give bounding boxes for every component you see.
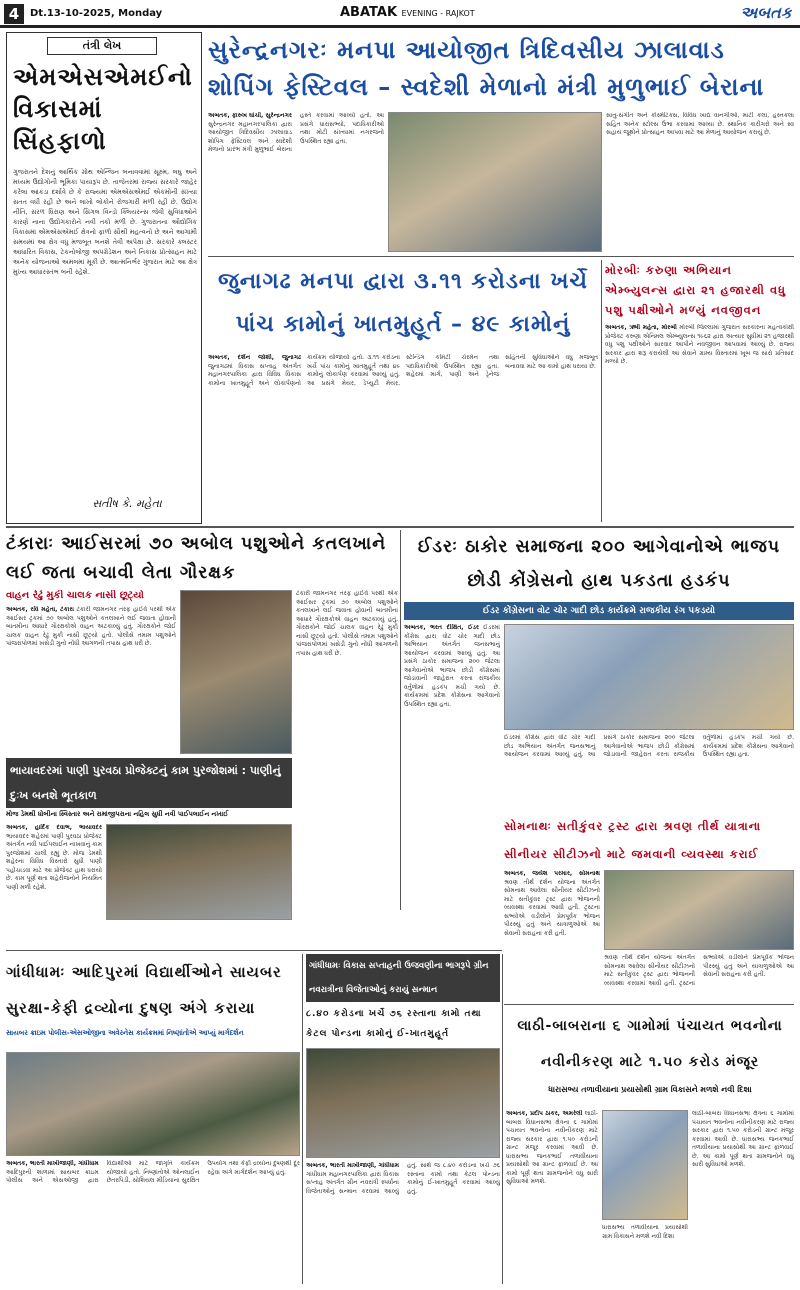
- bhayavadar-body: [6, 824, 102, 944]
- masthead-main: ABATAK: [340, 5, 398, 20]
- bhayavadar-photo: [106, 824, 292, 920]
- tankara-body: [6, 606, 176, 754]
- gandhidham-cyber-body: [6, 1160, 300, 1284]
- somnath-byline: અબતક, જયેશ પરમાર, સોમનાથ: [504, 870, 600, 877]
- gandhidham-navratri-headline: ગાંધીધામઃ વિકાસ સપ્તાહની ઉજવણીના ભાગરૂપે ગ્રીન નવરાત્રીના વિજેતાઓનું કરાયું સન્માન: [306, 954, 500, 1002]
- lathi-text: લાઠી-બાબરા વિધાનસભા ક્ષેત્રના ૬ ગામોમાં પંચાયત ભવનોના નવીનીકરણ માટે રાજ્ય સરકાર દ્વારા ૧.૫૦ કરોડની ગ્રાન્ટ મંજૂર કરવામાં આવી છે. ધારાસભ્ય જનકભાઈ તળાવીયાના પ્રયાસોથી આ ગ્રાન્ટ ફાળવાઈ છે. આ કામો પૂર્ણ થતા ગ્રામજનોને વધુ સારી સુવિધાઓ મળશે.: [506, 1110, 598, 1185]
- idar-photo: [504, 624, 794, 730]
- surendranagar-body-left: [208, 112, 384, 252]
- bhayavadar-byline: અબતક, હાર્દિક દવાભ, ભાયાવદર: [6, 824, 102, 831]
- gandhidham-navratri-subhead: ૮.૪૦ કરોડના ખર્ચે ૭૬ રસ્તાના કામો તથા કેટલ પોન્ડના કામોનું ઈ-ખાતમુહૂર્ત: [306, 1009, 482, 1039]
- lathi-portrait: [602, 1110, 688, 1220]
- bhayavadar-text: ભાયાવદર શહેરમાં પાણી પુરવઠા પ્રોજેક્ટ અંતર્ગત નવી પાઈપલાઈન નાખવાનું કામ પુરજોશમાં ચાલી રહ્યું છે. મોજ ડેમથી શહેરના વિવિધ વિસ્તારો સુધી પાણી પહોંચાડવા માટે આ પ્રોજેક્ટ હાથ ધરાયો છે. કામ પૂર્ણ થતા શહેરીજનોને નિયમિત પાણી મળી રહેશે.: [6, 832, 102, 891]
- surendranagar-headline: સુરેન્દ્રનગરઃ મનપા આયોજીત ત્રિદિવસીય ઝાલાવાડ શોપિંગ ફેસ્ટિવલ – સ્વદેશી મેળાનો મંત્રી મુળુભાઈ બેરાના: [208, 36, 765, 101]
- morbi-text: મોરબી જિલ્લામાં ગુજરાત સરકારના મહત્વકાંક્ષી પ્રોજેક્ટ કરુણા એનિમલ એમ્બ્યુલન્સ ૧૯૬૨ દ્વારા અત્યાર સુધીમાં ૨૧ હજારથી વધુ પશુ પક્ષીઓને સારવાર આપીને નવજીવન આપવામાં આવ્યું છે. રાજ્ય સરકાર દ્વારા શરૂ કરાયેલી આ સેવાને ગ્રામ્ય વિસ્તારમાં ખૂબ જ સારો પ્રતિસાદ મળ્યો છે.: [605, 324, 794, 365]
- masthead: [340, 5, 475, 20]
- gandhidham-cyber-text: આદિપુરની શાળામાં સાયબર ક્રાઇમ પોલીસ અને એસઓજી દ્વારા વિદ્યાર્થીઓ માટે જાગૃતિ કાર્યક્રમ યોજાયો હતો. નિષ્ણાંતોએ ઓનલાઈન છેતરપિંડી, સોશિયલ મીડિયાના સુરક્ષિત ઉપયોગ તથા કેફી દ્રવ્યોના દુષણથી દૂર રહેવા અંગે માર્ગદર્શન આપ્યું હતું.: [6, 1160, 300, 1184]
- morbi-headline: મોરબીઃ કરુણા અભિયાન એમ્બ્યુલન્સ દ્વારા ૨૧ હજારથી વધુ પશુ પક્ષીઓને મળ્યું નવજીવન: [605, 263, 787, 317]
- gandhidham-navratri-text: ગાંધીધામ મહાનગરપાલિકા દ્વારા વિકાસ સપ્તાહ અંતર્ગત ગ્રીન નવરાત્રી સ્પર્ધાના વિજેતાઓનું સન્માન કરવામાં આવ્યું હતું. સાથે જ ૮.૪૦ કરોડના ખર્ચે ૭૬ રસ્તાના કામો તથા કેટલ પોન્ડના કામોનું ઈ-ખાતમુહૂર્ત કરવામાં આવ્યું હતું.: [306, 1162, 500, 1195]
- tankara-headline: ટંકારાઃ આઈસરમાં ૭૦ અબોલ પશુઓને કતલખાને લઈ જતા બચાવી લેતા ગૌરક્ષક: [6, 534, 387, 583]
- tankara-body-2: ટંકારી જામનગર તરફ હાઈવે પરથી એક આઈસર ટ્રકમાં ૭૦ અબોલ પશુઓને કતલખાને લઈ જવાતા હોવાની બાતમીના આધારે ગૌરક્ષકોએ વાહન અટકાવ્યું હતું. ગૌરક્ષકોને જોઈ ચાલક વાહન રેઢું મુકી નાસી છૂટ્યો હતો. પોલીસે તમામ પશુઓને પાંજરાપોળમાં ખસેડી ગુનો નોંધી આગળની તપાસ હાથ ધરી છે.: [296, 590, 398, 657]
- lathi-byline: અબતક, પ્રદીપ ઠાકર, અમરેલી: [506, 1110, 583, 1117]
- gandhidham-cyber-byline: અબતક, ભારતી માખીજાણી, ગાંધીધામ: [6, 1160, 99, 1167]
- lathi-subhead: ધારાસભ્ય તળાવીયાના પ્રયાસોથી ગ્રામ વિકાસને મળશે નવી દિશા: [548, 1085, 752, 1094]
- gandhidham-navratri-byline: અબતક, ભારતી માખીજાણી, ગાંધીધામ: [306, 1162, 399, 1169]
- junagadh-byline: અબતક, દર્શન જોશી, જુનાગઢ: [208, 354, 301, 361]
- date-line: Dt.13-10-2025, Monday: [30, 8, 163, 19]
- morbi-body: [605, 324, 794, 522]
- bhayavadar-subhead: મોજ ડેમથી ધોબીના સ્વિસ્તાર અને રામાંજીપરાના નહિલ સુધી નવી પાઈપલાઈન નખાઈ: [6, 810, 229, 818]
- bhayavadar-headline: ભાયાવદરમાં પાણી પુરવઠા પ્રોજેક્ટનું કામ પુરજોશમાં : પાણીનું દુઃખ બનશે ભૂતકાળ: [6, 758, 292, 808]
- morbi-byline: અબતક, ઋષી મહેતા, મોરબી: [605, 324, 677, 331]
- editorial-title: એમએસએમઈનો વિકાસમાં સિંહફાળો: [13, 63, 193, 155]
- surendranagar-byline: અબતક, ફારુખ ઘાંચી, સુરેન્દ્રનગર: [208, 112, 292, 119]
- editorial-body: ગુજરાતને દેશનું આર્થિક ગ્રોથ એન્જિન બનાવવામાં સૂક્ષ્મ, લઘુ અને મધ્યમ ઉદ્યોગોની ભૂમિકા પાયારૂપ છે. તાજેતરમાં રાજ્ય સરકારે જાહેર કરેલા આંકડા દર્શાવે છે કે રાજ્યમાં એમએસએમઈ એકમોની સંખ્યા સતત વધી રહી છે અને લાખો લોકોને રોજગારી મળી રહી છે. ઉદ્યોગ નીતિ, સરળ ધિરાણ અને સિંગલ વિન્ડો ક્લિયરન્સ જેવી સુવિધાઓને કારણે નાના ઉદ્યોગકારોને નવી તકો મળી છે. ગુજરાતના ઔદ્યોગિક વિકાસમાં એમએસએમઈ ક્ષેત્રનો ફાળો સૌથી મહત્વનો છે અને આગામી સમયમાં આ ક્ષેત્ર વધુ મજબૂત બનશે તેવી અપેક્ષા છે. સરકારે ક્લસ્ટર આધારિત વિકાસ, ટેકનોલોજી અપગ્રેડેશન અને નિકાસ પ્રોત્સાહન માટે અનેક યોજનાઓ અમલમાં મૂકી છે. આત્મનિર્ભર ગુજરાત માટે આ ક્ષેત્ર મુખ્ય આધારસ્તંભ બની રહેશે.: [13, 168, 197, 276]
- page-number: 4: [4, 4, 24, 24]
- lathi-body: [506, 1110, 598, 1284]
- tankara-text: ટંકારી જામનગર તરફ હાઈવે પરથી એક આઈસર ટ્રકમાં ૭૦ અબોલ પશુઓને કતલખાને લઈ જવાતા હોવાની બાતમીના આધારે ગૌરક્ષકોએ વાહન અટકાવ્યું હતું. ગૌરક્ષકોને જોઈ ચાલક વાહન રેઢું મુકી નાસી છૂટ્યો હતો. પોલીસે તમામ પશુઓને પાંજરાપોળમાં ખસેડી ગુનો નોંધી આગળની તપાસ હાથ ધરી છે.: [6, 606, 176, 647]
- lathi-body-2: લાઠી-બાબરા વિધાનસભા ક્ષેત્રના ૬ ગામોમાં પંચાયત ભવનોના નવીનીકરણ માટે રાજ્ય સરકાર દ્વારા ૧.૫૦ કરોડની ગ્રાન્ટ મંજૂર કરવામાં આવી છે. ધારાસભ્ય જનકભાઈ તળાવીયાના પ્રયાસોથી આ ગ્રાન્ટ ફાળવાઈ છે. આ કામો પૂર્ણ થતા ગ્રામજનોને વધુ સારી સુવિધાઓ મળશે.: [692, 1110, 794, 1168]
- brand-logo: અબતક: [740, 3, 792, 22]
- somnath-body: [504, 870, 600, 1000]
- gandhidham-navratri-body: [306, 1162, 500, 1284]
- idar-body: [404, 624, 500, 810]
- junagadh-headline: જુનાગઢ મનપા દ્વારા ૩.૧૧ કરોડના ખર્ચે પાંચ કામોનું ખાતમુહૂર્ત – ૪૯ કામોનું: [217, 269, 589, 337]
- tankara-subhead: વાહન રેઢું મુકી ચાલક નાસી છૂટ્યો: [6, 590, 144, 601]
- masthead-sub: EVENING - RAJKOT: [401, 9, 475, 18]
- somnath-headline: સોમનાથઃ સતીકુંવર ટ્રસ્ટ દ્વારા શ્રવણ તીર્થ યાત્રાના સીનીયર સીટીઝનો માટે જમવાની વ્યવસ્થા કરાઈ: [504, 819, 762, 861]
- surendranagar-photo: [388, 112, 602, 252]
- lathi-headline: લાઠી-બાબરાના ૬ ગામોમાં પંચાયત ભવનોના નવીનીકરણ માટે ૧.૫૦ કરોડ મંજૂર: [517, 1018, 783, 1070]
- gandhidham-navratri-photo: [306, 1048, 500, 1158]
- junagadh-body: [208, 354, 598, 522]
- idar-byline: અબતક, ભરત દીક્ષિત, ઈડર: [404, 624, 479, 631]
- somnath-photo: [604, 870, 794, 950]
- idar-banner: ઈડર કોંગ્રેસના વોટ ચોર ગાદી છોડ કાર્યક્રમે રાજકીય રંગ પકડયો: [404, 602, 794, 620]
- idar-body-2: ઈડરમાં કોંગ્રેસ દ્વારા વોટ ચોર ગાદી છોડ અભિયાન અંતર્ગત જનસભાનું આયોજન કરવામાં આવ્યું હતું. આ પ્રસંગે ઠાકોર સમાજના ૨૦૦ જેટલા આગેવાનોએ ભાજપ છોડી કોંગ્રેસમાં જોડાવાની જાહેરાત કરતા રાજકીય વર્તુળોમાં હડકંપ મચી ગયો છે. કાર્યક્રમમાં પ્રદેશ કોંગ્રેસના આગેવાનો ઉપસ્થિત રહ્યા હતા.: [504, 734, 794, 758]
- tankara-photo: [180, 590, 292, 754]
- junagadh-text: જુનાગઢમાં વિકાસ સપ્તાહ અંતર્ગત મહાનગરપાલિકા દ્વારા વિવિધ વિકાસ કામોના ખાતમુહૂર્ત અને લોકાર્પણનો કાર્યક્રમ યોજાયો હતો. ૩.૧૧ કરોડના ખર્ચે પાંચ કામોનું ખાતમુહૂર્ત તથા ૪૯ કામોનું લોકાર્પણ કરવામાં આવ્યું હતું. આ પ્રસંગે મેયર, ડેપ્યુટી મેયર, સ્ટેન્ડિંગ કમિટી ચેરમેન તથા પદાધિકારીઓ ઉપસ્થિત રહ્યા હતા. શહેરમાં માર્ગ, પાણી અને ડ્રેનેજ સહિતની સુવિધાઓને વધુ મજબૂત બનાવવા માટે આ કામો હાથ ધરાયા છે.: [208, 354, 598, 387]
- editorial-box: [6, 32, 202, 524]
- lathi-body-3: ધારાસભ્ય તળાવીયાના પ્રયાસોથી ગ્રામ વિકાસને મળશે નવી દિશા: [602, 1224, 688, 1240]
- gandhidham-cyber-photo: [6, 1052, 300, 1156]
- gandhidham-cyber-subhead: સાયબર ક્રાઇમ પોલીસ-એસઓજીના અવેરનેસ કાર્યક્રમમાં નિષ્ણાંતોએ આપ્યું માર્ગદર્શન: [6, 1029, 244, 1037]
- editorial-signature: સતીષ કે. મહેતા: [92, 497, 162, 510]
- somnath-body-2: શ્રવણ તીર્થ દર્શન યોજના અંતર્ગત સોમનાથ આવેલા સીનીયર સીટીઝનો માટે સતીકુંવર ટ્રસ્ટ દ્વારા ભોજનની વ્યવસ્થા કરવામાં આવી હતી. ટ્રસ્ટના સભ્યોએ વડીલોને પ્રેમપૂર્વક ભોજન પીરસ્યું હતું અને યાત્રાળુઓએ આ સેવાની સરાહના કરી હતી.: [604, 954, 794, 987]
- tankara-byline: અબતક, રવિ મહેતા, ટંકારા: [6, 606, 74, 613]
- page-header: [0, 0, 800, 28]
- idar-text: ઈડરમાં કોંગ્રેસ દ્વારા વોટ ચોર ગાદી છોડ અભિયાન અંતર્ગત જનસભાનું આયોજન કરવામાં આવ્યું હતું. આ પ્રસંગે ઠાકોર સમાજના ૨૦૦ જેટલા આગેવાનોએ ભાજપ છોડી કોંગ્રેસમાં જોડાવાની જાહેરાત કરતા રાજકીય વર્તુળોમાં હડકંપ મચી ગયો છે. કાર્યક્રમમાં પ્રદેશ કોંગ્રેસના આગેવાનો ઉપસ્થિત રહ્યા હતા.: [404, 624, 500, 708]
- somnath-text: શ્રવણ તીર્થ દર્શન યોજના અંતર્ગત સોમનાથ આવેલા સીનીયર સીટીઝનો માટે સતીકુંવર ટ્રસ્ટ દ્વારા ભોજનની વ્યવસ્થા કરવામાં આવી હતી. ટ્રસ્ટના સભ્યોએ વડીલોને પ્રેમપૂર્વક ભોજન પીરસ્યું હતું અને યાત્રાળુઓએ આ સેવાની સરાહના કરી હતી.: [504, 878, 600, 937]
- idar-headline: ઈડરઃ ઠાકોર સમાજના ૨૦૦ આગેવાનોએ ભાજપ છોડી કોંગ્રેસનો હાથ પકડતા હડકંપ: [417, 537, 781, 591]
- surendranagar-body-right: સાતુ-સંગીત અને કોસ્મેટિક્સ, વિવિધ ખાદ્ય વાનગીઓ, માટી કલા, હસ્તકલા સહિત અનેક સ્ટોલ્સ ઉભા કરવામાં આવ્યા છે. સ્થાનિક કારીગરો અને સ્વ સહાય જૂથોને પ્રોત્સાહન આપવા માટે આ મેળાનું આયોજન કરાયું છે.: [606, 112, 794, 136]
- surendranagar-text-left: સુરેન્દ્રનગર મહાનગરપાલિકા દ્વારા આયોજીત ત્રિદિવસીય ઝાલાવાડ શોપિંગ ફેસ્ટિવલ અને સ્વદેશી મેળાનો પ્રારંભ મંત્રી મુળુભાઈ બેરાના હસ્તે કરવામાં આવ્યો હતો. આ પ્રસંગે ધારાસભ્યો, પદાધિકારીઓ તથા મોટી સંખ્યામાં નગરજનો ઉપસ્થિત રહ્યા હતા.: [208, 112, 384, 153]
- gandhidham-cyber-headline: ગાંધીધામઃ આદિપુરમાં વિદ્યાર્થીઓને સાયબર સુરક્ષા-કેફી દ્રવ્યોના દુષણ અંગે કરાયા: [6, 963, 282, 1017]
- editorial-kicker: તંત્રી લેખ: [47, 37, 157, 55]
